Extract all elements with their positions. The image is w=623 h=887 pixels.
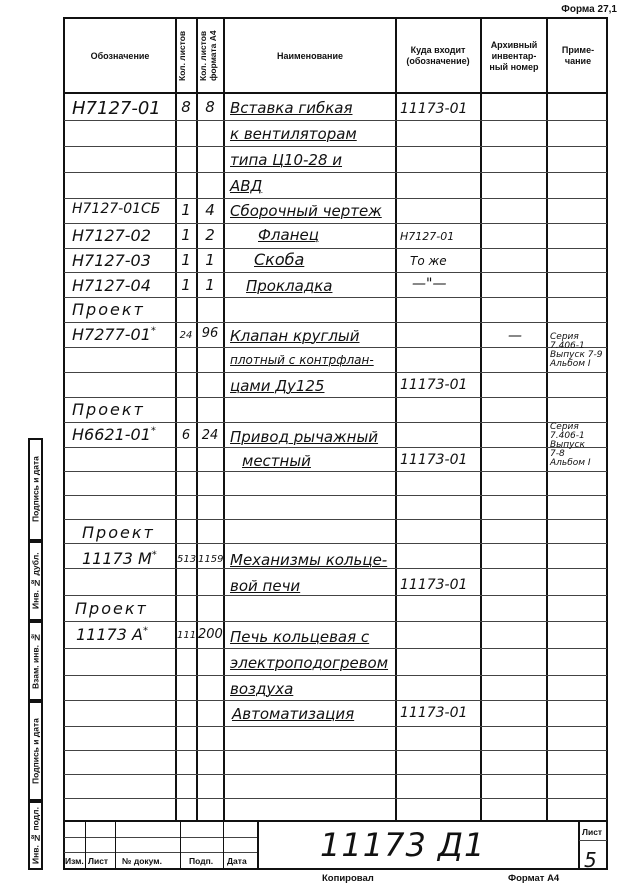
row-line [64,543,607,544]
designation-cell: Н7127-01 [72,98,161,119]
row-line [64,774,607,775]
designation-cell: Н7127-03 [72,251,151,270]
project-label: Проект [72,300,145,319]
archive-cell: — [508,328,522,344]
row-line [64,621,607,622]
row-line [64,595,607,596]
designation-cell: Н6621-01* [72,425,156,444]
podp-label: Подп. [189,856,214,866]
a4-cell: 96 [201,326,219,341]
title-block-col [223,820,224,870]
a4-cell: 8 [205,98,215,116]
used-in-cell: 11173-01 [400,705,468,721]
name-cell: Вставка гибкая [230,99,353,117]
name-cell: Скоба [254,250,305,269]
side-label-dup-inv: Инв. № дубл. [30,552,41,610]
row-line [64,471,607,472]
row-line [64,322,607,323]
header-archive-no: Архивный инвентар- ный номер [489,39,539,72]
title-block-col [180,820,181,870]
row-line [64,447,607,448]
sheets-cell: 1 [181,251,191,269]
name-cell: вой печи [230,577,301,595]
title-block-col [257,820,259,870]
project-label: Проект [82,523,155,542]
row-line [64,146,607,147]
header-sheets-count: Кол. листов [177,30,187,82]
a4-cell: 24 [201,428,219,443]
name-cell: к вентиляторам [230,125,357,143]
asterisk: * [150,325,156,337]
title-block-col [578,820,580,870]
name-cell: Фланец [258,226,319,244]
sheets-cell: 111 [177,630,197,641]
row-line [64,675,607,676]
sheet-rule [579,840,607,841]
side-label-signature-date: Подпись и дата [30,718,41,784]
sheet-number: 5 [584,848,597,872]
header-name: Наименование [276,50,344,61]
used-in-cell: То же [410,254,447,268]
name-cell: Механизмы кольце- [230,551,388,569]
name-cell: цами Ду125 [230,377,325,395]
asterisk: * [150,425,156,437]
designation-cell: Н7127-01СБ [72,201,161,217]
designation-cell: Н7277-01* [72,325,156,344]
sheet-label: Лист [582,827,603,837]
name-cell: типа Ц10-28 и [230,151,343,169]
designation-cell: Н7127-04 [72,276,151,295]
used-in-cell: Н7127-01 [400,230,455,243]
row-line [64,700,607,701]
side-label-original-inv: Инв. № подл. [30,807,41,864]
asterisk: * [142,625,148,637]
format-label: Формат А4 [508,873,560,884]
note-cell: Серия 7.406-1 Выпуск 7-9 Альбом I [550,332,603,369]
sheets-cell: 513 [177,554,197,565]
forma-label: Форма 27,1 [561,4,617,15]
sheets-cell: 1 [181,276,191,294]
designation-cell: 11173 А* [76,625,148,644]
designation-cell: Н7127-02 [72,226,151,245]
row-line [64,297,607,298]
row-line [64,347,607,348]
title-block-col [115,820,116,870]
project-label: Проект [72,400,145,419]
designation-cell: 11173 М* [82,549,157,568]
row-line [64,248,607,249]
row-line [64,422,607,423]
izm-label: Изм. [65,856,84,866]
list-label: Лист [88,856,109,866]
row-line [64,172,607,173]
row-line [64,120,607,121]
name-cell: местный [242,452,311,470]
sheets-cell: 1 [181,201,191,219]
sheets-cell: 6 [181,428,191,443]
side-label-signature-date: Подпись и дата [30,456,41,523]
row-line [64,372,607,373]
sheets-cell: 24 [179,330,193,341]
a4-cell: 200 [198,627,223,642]
row-line [64,198,607,199]
a4-cell: 1 [205,276,215,294]
name-cell: АВД [230,177,263,195]
a4-cell: 2 [205,226,215,244]
title-block-rule [64,837,258,838]
row-line [64,495,607,496]
used-in-cell: 11173-01 [400,377,468,393]
sheets-cell: 1 [181,226,191,244]
row-line [64,726,607,727]
header-rule [64,92,607,94]
row-line [64,750,607,751]
header-used-in: Куда входит (обозначение) [406,45,470,66]
used-in-cell: 11173-01 [400,577,468,593]
drawing-code: 11173 Д1 [320,826,486,864]
note-cell: Серия 7.406-1 Выпуск 7-8 Альбом I [550,422,591,468]
row-line [64,648,607,649]
name-cell: Автоматизация [232,705,355,723]
header-a4-count: Кол. листов формата А4 [198,30,218,82]
copied-label: Копировал [322,873,374,884]
name-cell: плотный с контрфлан- [230,353,374,367]
row-line [64,272,607,273]
name-cell: электроподогревом [230,654,389,672]
asterisk: * [151,549,157,561]
row-line [64,397,607,398]
used-in-cell: 11173-01 [400,452,468,468]
title-block-top-rule [64,820,607,822]
a4-cell: 4 [205,201,215,219]
header-note: Приме- чание [561,45,595,66]
a4-cell: 1 [205,251,215,269]
row-line [64,223,607,224]
name-cell: Сборочный чертеж [230,202,382,220]
title-block-rule [64,852,258,853]
doc-no-label: № докум. [122,856,162,866]
project-label: Проект [75,599,148,618]
date-label: Дата [227,856,247,866]
row-line [64,519,607,520]
name-cell: Привод рычажный [230,428,379,446]
header-designation: Обозначение [90,50,150,61]
used-in-cell: 11173-01 [400,101,468,117]
a4-cell: 1159 [198,554,224,565]
name-cell: Печь кольцевая с [230,628,370,646]
side-label-replace-inv: Взам. инв. № [30,632,41,690]
name-cell: Клапан круглый [230,327,360,345]
name-cell: Прокладка [246,277,333,295]
used-in-cell: —"— [412,276,447,292]
title-block-col [85,820,86,870]
row-line [64,798,607,799]
sheets-cell: 8 [181,98,191,116]
name-cell: воздуха [230,680,294,698]
